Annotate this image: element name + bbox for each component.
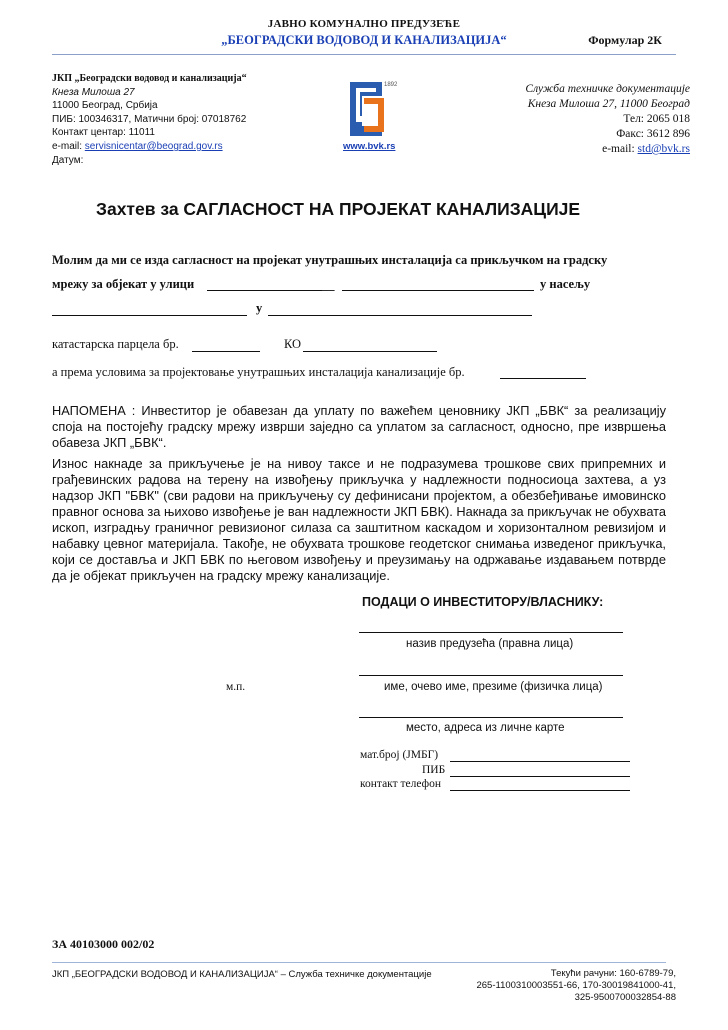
company-name-caption: назив предузећа (правна лица) [406, 638, 574, 650]
stamp-placeholder: м.п. [226, 681, 246, 693]
conditions-number-field[interactable] [500, 378, 586, 379]
date-label: Датум: [52, 154, 84, 166]
person-name-field[interactable] [359, 675, 623, 676]
org-name-heading: „БЕОГРАДСКИ ВОДОВОД И КАНАЛИЗАЦИЈА“ [221, 33, 507, 47]
address-field[interactable] [359, 717, 623, 718]
department-name: Служба техничке документације [525, 83, 690, 95]
company-name: ЈКП „Београдски водовод и канализација“ [52, 73, 247, 84]
parcel-field[interactable] [192, 351, 260, 352]
footer-divider [52, 962, 666, 963]
person-name-caption: име, очево име, презиме (физичка лица) [384, 681, 603, 693]
street-field[interactable] [207, 290, 322, 291]
ko-field[interactable] [303, 351, 437, 352]
logo-orange-shape [364, 98, 384, 132]
department-address: Кнеза Милоша 27, 11000 Београд [527, 98, 690, 110]
street-number-field[interactable] [52, 315, 247, 316]
form-code: Формулар 2К [588, 33, 662, 47]
footer-account-line-1: Текући рачуни: 160-6789-79, [550, 968, 676, 979]
department-email-link[interactable]: std@bvk.rs [637, 143, 690, 155]
jmbg-label: мат.број (ЈМБГ) [360, 749, 439, 761]
phone-label: контакт телефон [360, 778, 441, 790]
pib-label: ПИБ [422, 764, 446, 776]
bvk-logo [342, 76, 398, 142]
department-phone: Тел: 2065 018 [623, 113, 690, 125]
fee-paragraph: Износ накнаде за прикључење је на нивоу таксе и не подразумева трошкове свих припремних и грађевинских радова на терену на извођењу прикључка у надлежности подносиоца захтева, а уз надзор ЈКП "БВК" (сви радови на прикључењу су дефинисани пројектом, а обезбеђивање имовинско правног основа за њихово извођење је ван надлежности ЈКП БВК). Накнада за прикључак не обухвата ископ, изградњу граничног ревизионог силаза са заштитном каскадом и хоризонталном ревизијом и набавку цевног материјала. Такође, не обухвата трошкове геодетског снимања изведеног прикључка, који се доставља и ЈКП БВК по његовом извођењу и преузимању на одржавање издавањем потврде да је објекат прикључен на градску мрежу канализације. [52, 456, 666, 583]
pib-field[interactable] [450, 776, 630, 777]
settlement-field[interactable] [268, 315, 532, 316]
department-email-label: e-mail: [602, 143, 635, 155]
street-dash: __ [322, 278, 335, 292]
conditions-label: а према условима за пројектовање унутрашњих инсталација канализације бр. [52, 365, 465, 379]
investor-section-title: ПОДАЦИ О ИНВЕСТИТОРУ/ВЛАСНИКУ: [362, 595, 604, 609]
note-paragraph: НАПОМЕНА : Инвеститор је обавезан да уплату по важећем ценовнику ЈКП „БВК“ за реализацију споја на постојећу градску мрежу изврши заједно са уплатом за сагласност, односно, пре извршења обавеза ЈКП „БВК“. [52, 403, 666, 450]
footer-company: ЈКП „БЕОГРАДСКИ ВОДОВОД И КАНАЛИЗАЦИЈА“ – Служба техничке документације [52, 969, 432, 980]
company-city: 11000 Београд, Србија [52, 100, 158, 112]
settlement-label: у насељу [540, 277, 591, 291]
logo-year: 1892 [384, 82, 398, 88]
email-label: e-mail: [52, 140, 83, 152]
org-type-heading: ЈАВНО КОМУНАЛНО ПРЕДУЗЕЋЕ [267, 18, 461, 30]
department-address-block [525, 82, 690, 157]
footer-account-line-2: 265-1100310003551-66, 170-30019841000-41, [476, 980, 676, 991]
website-link[interactable]: www.bvk.rs [343, 141, 396, 152]
service-email-link[interactable]: servisnicentar@beograd.gov.rs [84, 140, 223, 152]
document-code: ЗА 40103000 002/02 [52, 937, 155, 951]
address-caption: место, адреса из личне карте [406, 722, 565, 734]
sender-address-block [52, 72, 247, 167]
department-email-row [525, 142, 690, 157]
footer-account-line-3: 325-9500700032854-88 [574, 992, 676, 1003]
contact-center: Контакт центар: 11011 [52, 127, 155, 139]
footer-bank-accounts [476, 968, 676, 1004]
street-field-2[interactable] [342, 290, 534, 291]
department-fax: Факс: 3612 896 [616, 128, 690, 140]
phone-field[interactable] [450, 790, 630, 791]
company-name-field[interactable] [359, 632, 623, 633]
street-label: мрежу за објекат у улици [52, 277, 195, 291]
email-row [52, 140, 247, 154]
company-ids: ПИБ: 100346317, Матични број: 07018762 [52, 113, 247, 125]
company-street: Кнеза Милоша 27 [52, 86, 135, 98]
parcel-label: катастарска парцела бр. [52, 337, 179, 351]
page-title: Захтев за САГЛАСНОСТ НА ПРОЈЕКАТ КАНАЛИЗАЦИЈЕ [96, 199, 581, 219]
header-divider [52, 54, 676, 55]
settlement-in-label: у [256, 301, 263, 315]
request-line-1: Молим да ми се изда сагласност на пројекат унутрашњих инсталација са прикључком на градску [52, 253, 608, 267]
ko-label: КО [284, 337, 302, 351]
jmbg-field[interactable] [450, 761, 630, 762]
